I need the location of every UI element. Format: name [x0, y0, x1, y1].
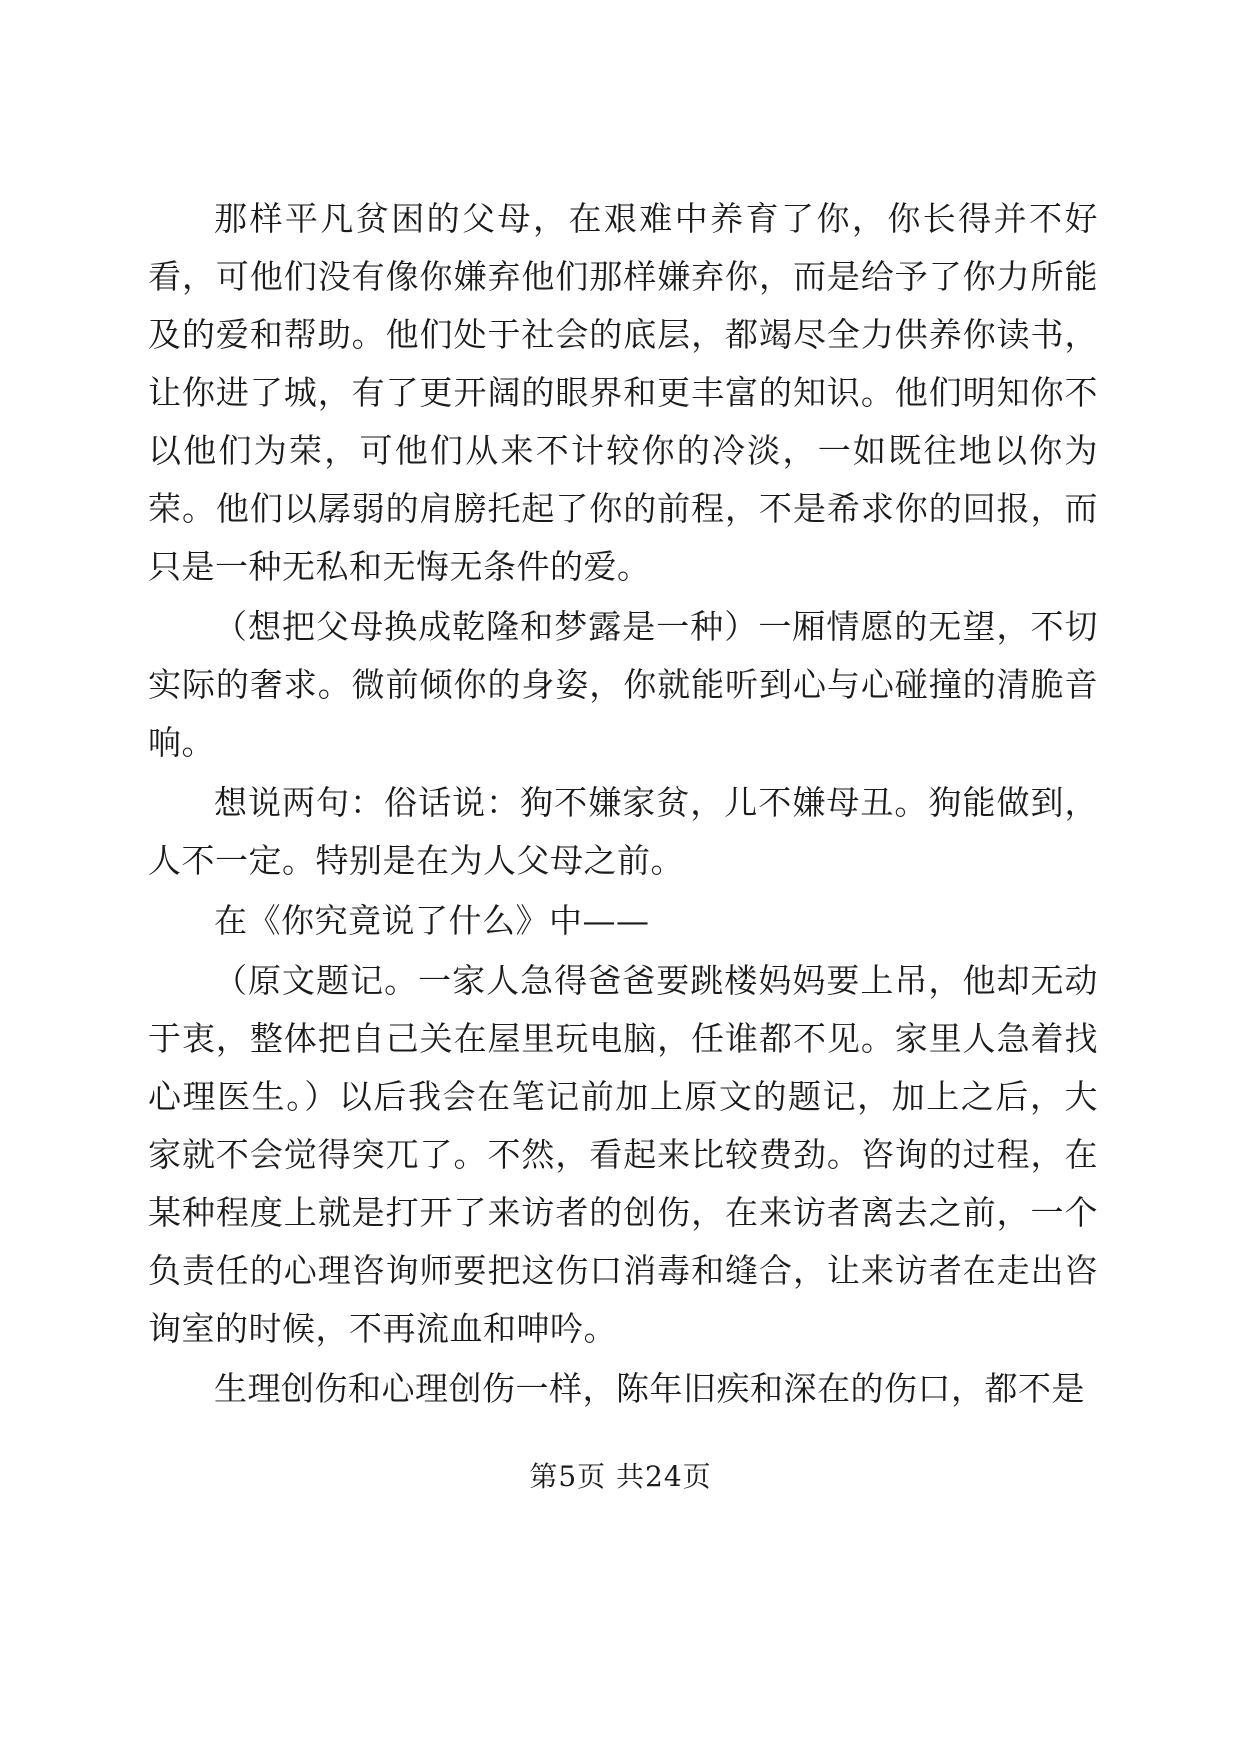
paragraph: 生理创伤和心理创伤一样，陈年旧疾和深在的伤口，都不是: [214, 1369, 1085, 1408]
document-body: [148, 190, 1098, 1420]
paragraph: 在《你究竟说了什么》中——: [214, 901, 650, 940]
paragraph: （想把父母换成乾隆和梦露是一种）一厢情愿的无望，不切实际的奢求。微前倾你的身姿，你就能听到心与心碰撞的清脆音响。: [148, 607, 1098, 762]
paragraph: 想说两句：俗话说：狗不嫌家贫，儿不嫌母丑。狗能做到，人不一定。特别是在为人父母之前。: [148, 783, 1098, 880]
page-footer: 第5页 共24页: [529, 1460, 712, 1493]
paragraph: （原文题记。一家人急得爸爸要跳楼妈妈要上吊，他却无动于衷，整体把自己关在屋里玩电脑，任谁都不见。家里人急着找心理医生。）以后我会在笔记前加上原文的题记，加上之后，大家就不会觉得突兀了。不然，看起来比较费劲。咨询的过程，在某种程度上就是打开了来访者的创伤，在来访者离去之前，一个负责任的心理咨询师要把这伤口消毒和缝合，让来访者在走出咨询室的时候，不再流血和呻吟。: [148, 961, 1098, 1348]
paragraph: 那样平凡贫困的父母，在艰难中养育了你，你长得并不好看，可他们没有像你嫌弃他们那样嫌弃你，而是给予了你力所能及的爱和帮助。他们处于社会的底层，都竭尽全力供养你读书，让你进了城，有了更开阔的眼界和更丰富的知识。他们明知你不以他们为荣，可他们从来不计较你的冷淡，一如既往地以你为荣。他们以孱弱的肩膀托起了你的前程，不是希求你的回报，而只是一种无私和无悔无条件的爱。: [148, 199, 1098, 586]
